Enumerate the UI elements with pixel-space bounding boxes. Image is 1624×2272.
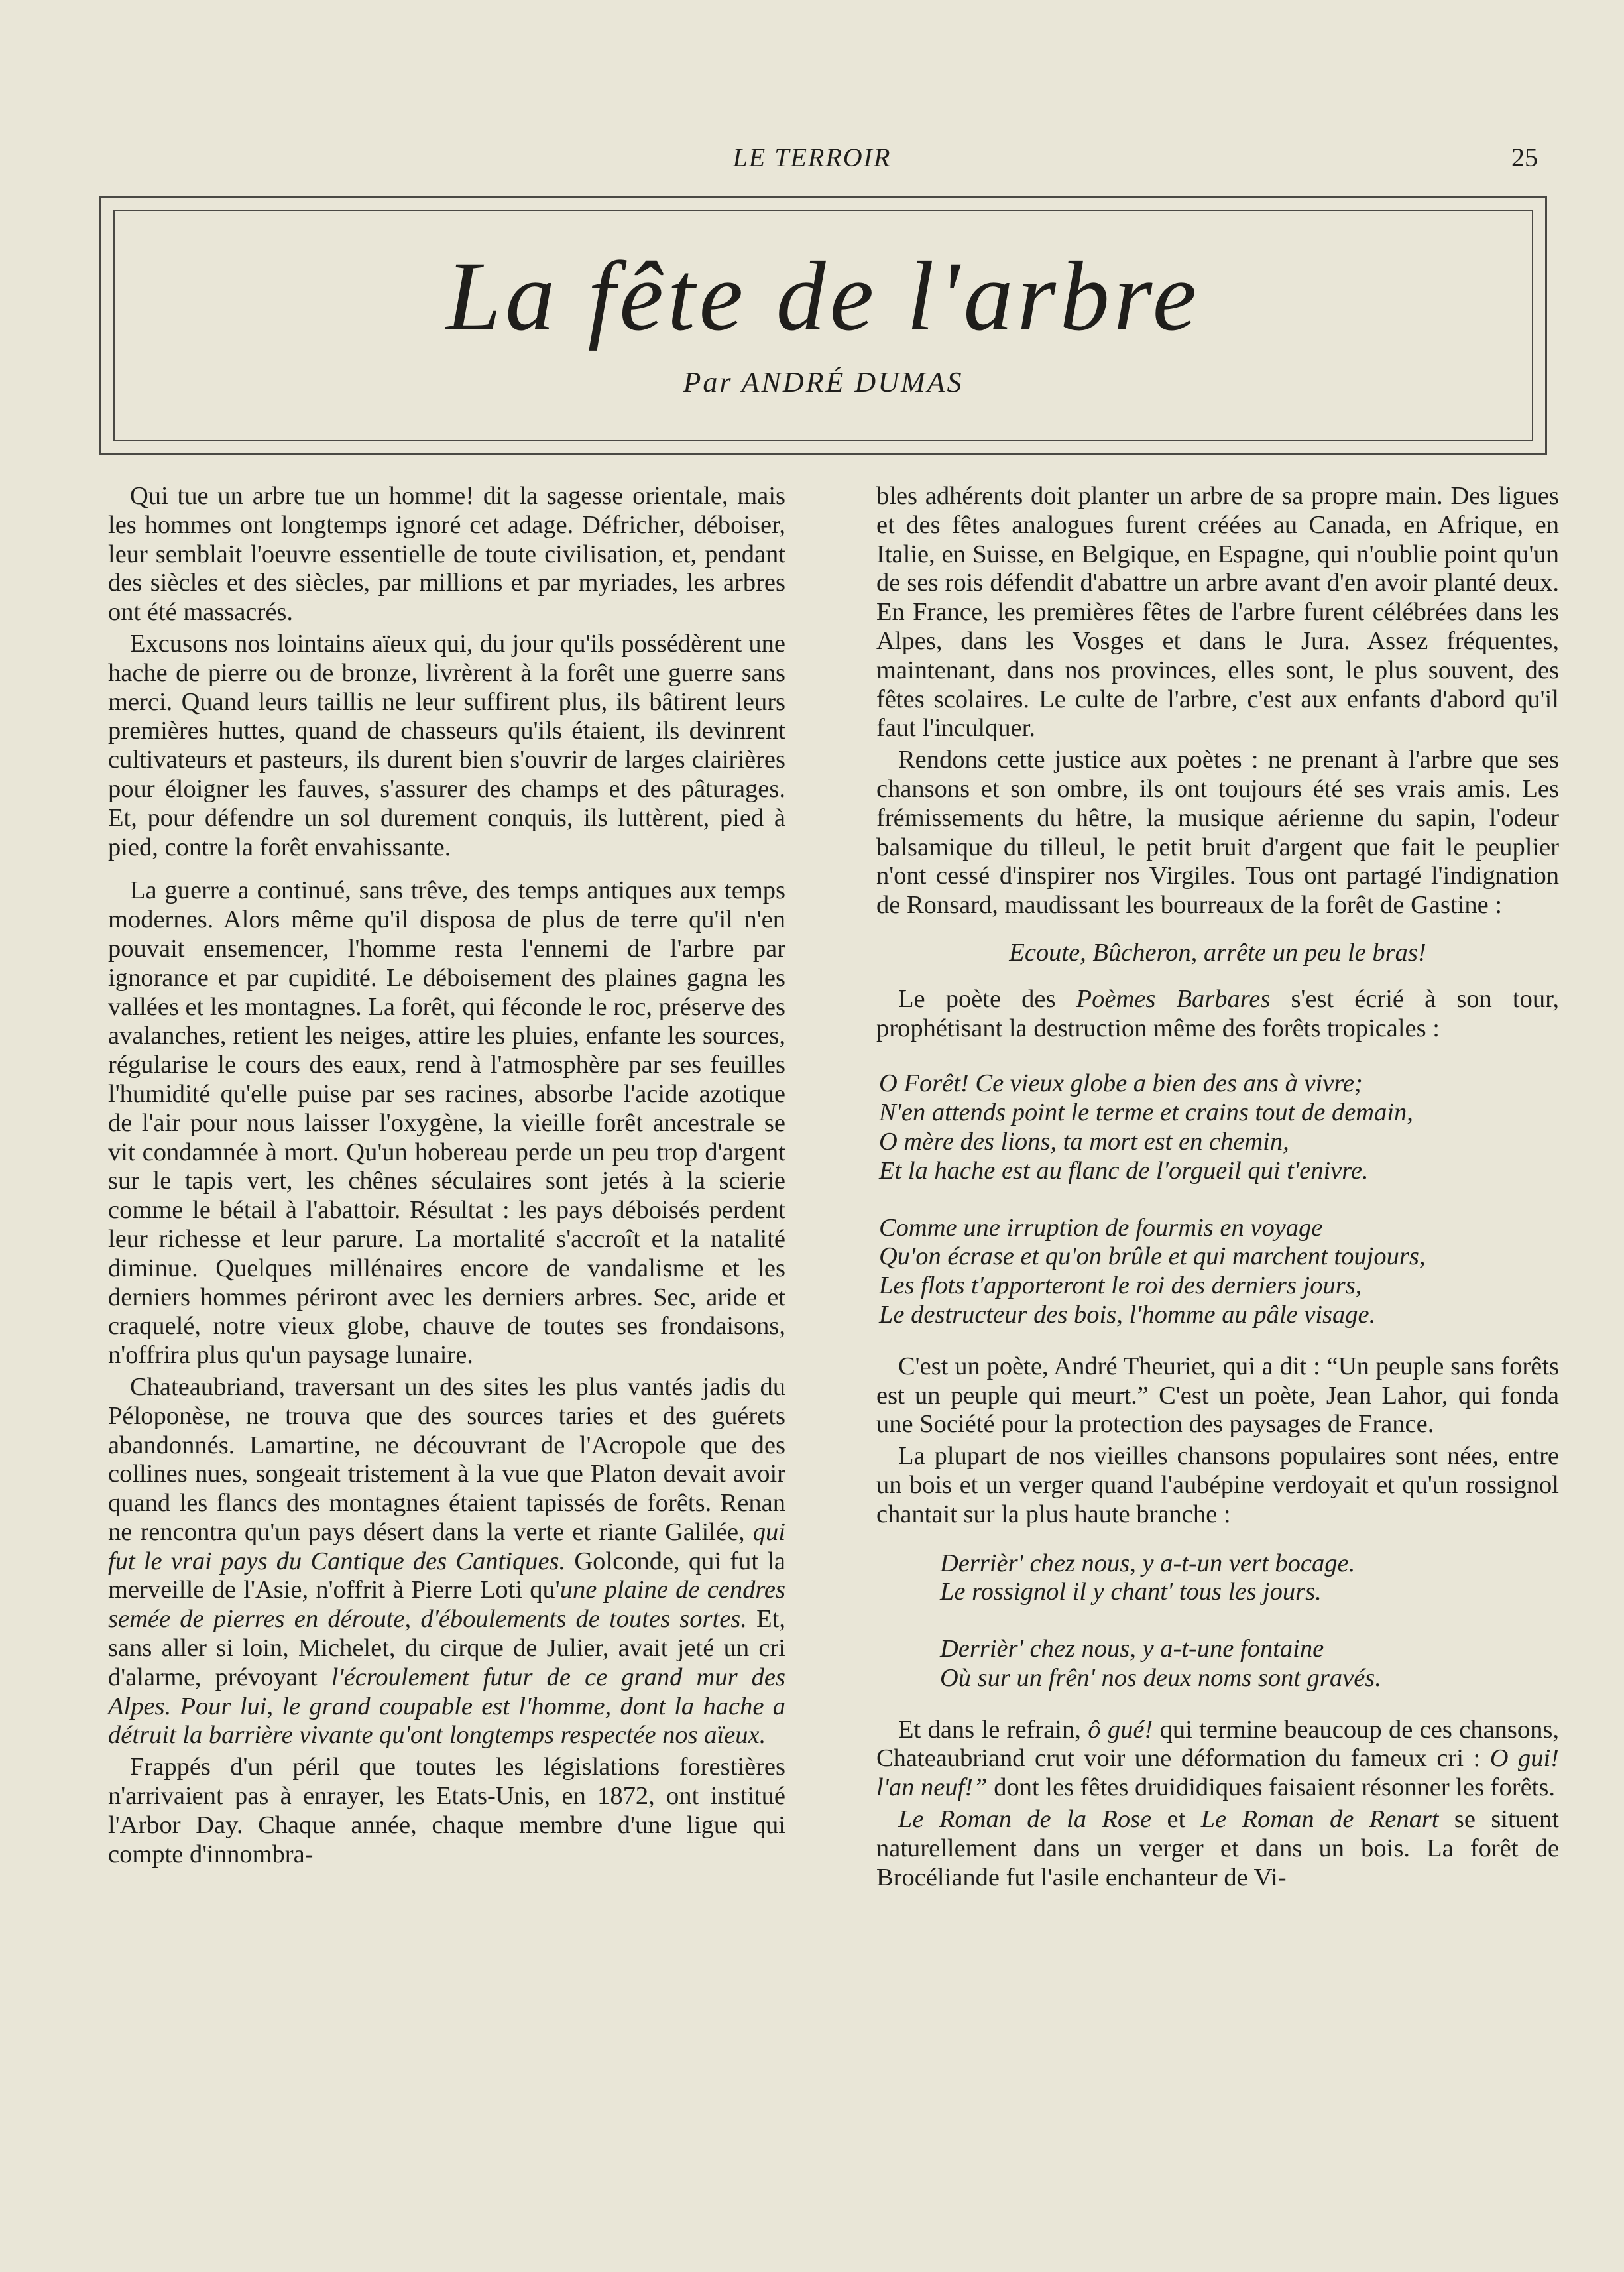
text-run: Le poète des bbox=[898, 985, 1076, 1013]
left-column bbox=[108, 482, 785, 1872]
text-run: dont les fêtes druididiques faisaient résonner les forêts. bbox=[987, 1773, 1555, 1802]
text-run: s'est écrié à son tour, prophétisant la destruction même des forêts tropicales : bbox=[876, 985, 1560, 1042]
paragraph: C'est un poète, André Theuriet, qui a dit : “Un peuple sans forêts est un peuple qui meurt.” C'est un poète, Jean Lahor, qui fonda une Société pour la protection des paysages de France. bbox=[876, 1352, 1559, 1439]
paragraph bbox=[876, 1716, 1559, 1803]
title-frame bbox=[99, 196, 1547, 455]
quote-run: qui fut le vrai pays du Cantique des Cantiques. bbox=[108, 1518, 785, 1575]
song-line: Le rossignol il y chant' tous les jours. bbox=[940, 1578, 1322, 1606]
song-stanza bbox=[876, 1549, 1559, 1693]
article-title: La fête de l'arbre bbox=[445, 241, 1201, 351]
paragraph: Excusons nos lointains aïeux qui, du jour qu'ils possédèrent une hache de pierre ou de bronze, livrèrent à la forêt une guerre sans merci. Quand leurs taillis ne leur suffirent plus, ils bâtirent leurs premières huttes, quand de chasseurs qu'ils étaient, ils devinrent cultivateurs et pasteurs, ils durent bien s'ouvrir de larges clairières pour éloigner les fauves, s'assurer des champs et des pâturages. Et, pour défendre un sol durement conquis, ils luttèrent, pied à pied, contre la forêt envahissante. bbox=[108, 629, 785, 861]
paragraph: Qui tue un arbre tue un homme! dit la sagesse orientale, mais les hommes ont longtemps ignoré cet adage. Défricher, déboiser, leur semblait l'oeuvre essentielle de toute civilisation, et, pendant des siècles et des siècles, par millions et par myriades, les arbres ont été massacrés. bbox=[108, 482, 785, 627]
poem-line: Et la hache est au flanc de l'orgueil qui t'enivre. bbox=[879, 1156, 1369, 1185]
text-run: et bbox=[1151, 1805, 1201, 1834]
paragraph bbox=[876, 985, 1559, 1044]
poem-line: O mère des lions, ta mort est en chemin, bbox=[879, 1127, 1289, 1156]
page-number: 25 bbox=[1511, 143, 1538, 172]
poem-line: Les flots t'apporteront le roi des derniers jours, bbox=[879, 1272, 1362, 1300]
song-line: Derrièr' chez nous, y a-t-un vert bocage. bbox=[940, 1549, 1356, 1577]
refrain: ô gué! bbox=[1088, 1715, 1153, 1744]
stanza-gap bbox=[940, 1607, 1559, 1635]
quote-run: l'écroulement futur de ce grand mur des Alpes. Pour lui, le grand coupable est l'homme, dont la hache a détruit la barrière vivante qu'ont longtemps respectée nos aïeux. bbox=[108, 1663, 785, 1750]
book-title: Le Roman de Renart bbox=[1200, 1805, 1439, 1834]
quote-run: O gui! l'an neuf!” bbox=[876, 1744, 1559, 1802]
poem-line: Le destructeur des bois, l'homme au pâle visage. bbox=[879, 1300, 1376, 1329]
poem-line: Qu'on écrase et qu'on brûle et qui marchent toujours, bbox=[879, 1242, 1426, 1271]
book-title: Le Roman de la Rose bbox=[898, 1805, 1152, 1834]
poem-line: Comme une irruption de fourmis en voyage bbox=[879, 1213, 1323, 1242]
paragraph bbox=[876, 1805, 1559, 1892]
paragraph: Rendons cette justice aux poètes : ne prenant à l'arbre que ses chansons et son ombre, ils ont toujours été ses vrais amis. Les frémissements du hêtre, la musique aérienne du sapin, l'odeur balsamique du tilleul, le petit bruit d'argent que fait le peuplier n'ont cessé d'inspirer nos Virgiles. Tous ont partagé l'indignation de Ronsard, maudissant les bourreaux de la forêt de Gastine : bbox=[876, 746, 1559, 920]
text-run: Et, sans aller si loin, Michelet, du cirque de Julier, avait jeté un cri d'alarme, prévoyant bbox=[108, 1605, 785, 1691]
running-head: LE TERROIR bbox=[732, 143, 892, 172]
song-line: Derrièr' chez nous, y a-t-une fontaine bbox=[940, 1635, 1324, 1663]
poem-line: N'en attends point le terme et crains tout de demain, bbox=[879, 1099, 1413, 1127]
paragraph: Frappés d'un péril que toutes les législations forestières n'arrivaient pas à enrayer, les Etats-Unis, en 1872, ont institué l'Arbor Day. Chaque année, chaque membre d'une ligue qui compte d'innombra- bbox=[108, 1753, 785, 1868]
text-run: Et dans le refrain, bbox=[898, 1715, 1088, 1744]
song-line: Où sur un frên' nos deux noms sont gravés. bbox=[940, 1663, 1381, 1692]
article-byline: Par ANDRÉ DUMAS bbox=[683, 366, 964, 398]
text-run: qui termine beaucoup de ces chansons, Chateaubriand crut voir une déformation du fameux cri : bbox=[876, 1715, 1560, 1773]
right-column bbox=[876, 482, 1559, 1895]
ronsard-quote: Ecoute, Bûcheron, arrête un peu le bras! bbox=[1009, 938, 1426, 967]
text-run: Golconde, qui fut la merveille de l'Asie, n'offrit à Pierre Loti qu' bbox=[108, 1547, 785, 1604]
poem-line: O Forêt! Ce vieux globe a bien des ans à vivre; bbox=[879, 1069, 1363, 1098]
paragraph: La plupart de nos vieilles chansons populaires sont nées, entre un bois et un verger quand l'aubépine verdoyait et qu'un rossignol chantait sur la plus haute branche : bbox=[876, 1442, 1559, 1528]
stanza-gap bbox=[879, 1186, 1559, 1214]
paragraph bbox=[108, 1373, 785, 1750]
book-title: Poèmes Barbares bbox=[1076, 985, 1271, 1013]
paragraph: bles adhérents doit planter un arbre de sa propre main. Des ligues et des fêtes analogues furent créées au Canada, en Afrique, en Italie, en Suisse, en Belgique, en Espagne, qui n'oublie point qu'un de ses rois défendit d'abattre un arbre avant d'en avoir planté deux. En France, les premières fêtes de l'arbre furent célébrées dans les Alpes, dans les Vosges et dans le Jura. Assez fréquentes, maintenant, dans nos provinces, elles sont, le plus souvent, des fêtes scolaires. Le culte de l'arbre, c'est aux enfants d'abord qu'il faut l'inculquer. bbox=[876, 482, 1559, 743]
quote-run: une plaine de cendres semée de pierres en déroute, d'éboulements de toutes sortes. bbox=[108, 1576, 785, 1634]
poem-stanza bbox=[876, 1069, 1559, 1329]
text-run: se situent naturellement dans un verger et dans un bois. La forêt de Brocéliande fut l'asile enchanteur de Vi- bbox=[876, 1805, 1559, 1891]
text-run: Chateaubriand, traversant un des sites les plus vantés jadis du Péloponèse, ne trouva que des sources taries et des guérets abandonnés. Lamartine, ne découvrant de l'Acropole que des collines nues, songeait tristement à la vue que Platon devait avoir quand les flancs des montagnes étaient tapissés de forêts. Renan ne rencontra qu'un pays désert dans la verte et riante Galilée, bbox=[108, 1372, 785, 1546]
paragraph: La guerre a continué, sans trêve, des temps antiques aux temps modernes. Alors même qu'il disposa de plus de terre qu'il n'en pouvait ensemencer, l'homme resta l'ennemi de l'arbre par ignorance et par cupidité. Le déboisement des plaines gagna les vallées et les montagnes. La forêt, qui féconde le roc, préserve des avalanches, retient les neiges, attire les pluies, enfante les sources, régularise le cours des eaux, rend à l'atmosphère par ses feuilles l'humidité qu'elle puise par ses racines, absorbe l'acide azotique de l'air pour nous laisser l'oxygène, la vieille forêt ancestrale se vit condamnée à mort. Qu'un hobereau perde un peu trop d'argent sur le tapis vert, les chênes séculaires sont jetés à la scierie comme le bétail à l'abattoir. Résultat : les pays déboisés perdent leur richesse et leur parure. La mortalité s'accroît et la natalité diminue. Quelques millénaires encore de vandalisme et les derniers hommes périront avec les derniers arbres. Sec, aride et craquelé, notre vieux globe, chauve de toutes ses frondaisons, n'offrira plus qu'un paysage lunaire. bbox=[108, 876, 785, 1370]
